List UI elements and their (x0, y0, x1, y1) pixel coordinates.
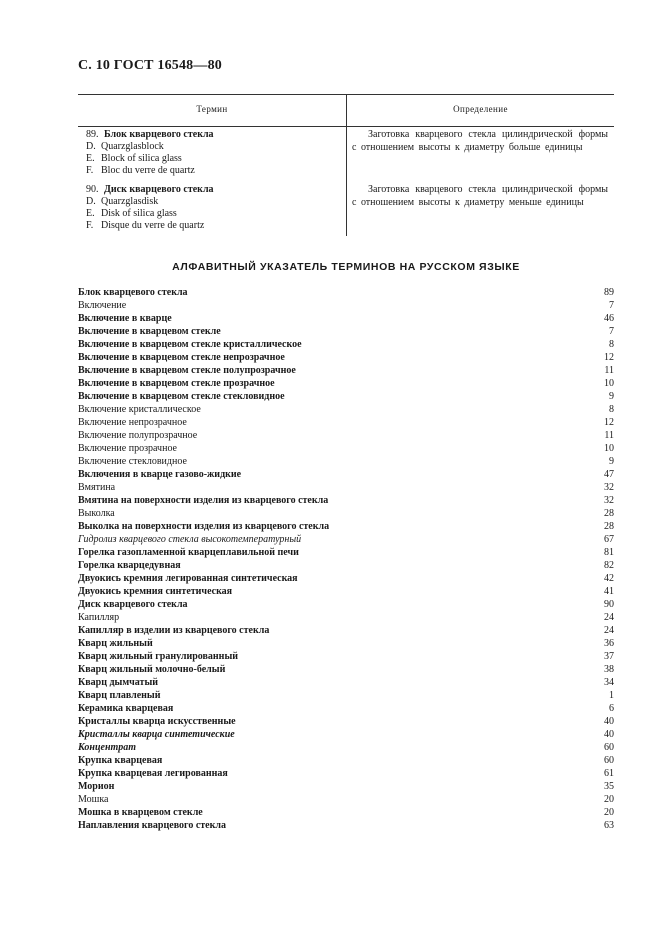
index-page-number: 10 (604, 443, 614, 454)
index-row (78, 676, 614, 689)
index-row (78, 494, 614, 507)
index-row (78, 650, 614, 663)
index-row (78, 325, 614, 338)
term-fr-text: Disque du verre de quartz (101, 220, 205, 231)
index-term: Мошка (78, 794, 109, 805)
lang-code-de: D. (86, 196, 96, 207)
definition-89: Заготовка кварцевого стекла цилиндрической формы с отношением высоты к диаметру больше единицы (352, 129, 608, 153)
index-term: Гидролиз кварцевого стекла высокотемпературный (78, 534, 302, 545)
index-term: Включение стекловидное (78, 456, 187, 467)
index-term: Включение в кварце (78, 313, 172, 324)
lang-code-en: E. (86, 208, 95, 219)
index-row (78, 637, 614, 650)
term-ru-text: Диск кварцевого стекла (104, 184, 214, 195)
table-column-divider (346, 94, 347, 236)
column-header-term: Термин (196, 104, 228, 114)
term-en (86, 153, 214, 165)
index-term: Кварц жильный молочно-белый (78, 664, 226, 675)
term-en (86, 208, 214, 220)
index-row (78, 468, 614, 481)
definition-90: Заготовка кварцевого стекла цилиндрической формы с отношением высоты к диаметру меньше единицы (352, 184, 608, 208)
index-page-number: 6 (609, 703, 614, 714)
term-entry-89 (86, 129, 214, 177)
index-row (78, 416, 614, 429)
index-term: Кристаллы кварца искусственные (78, 716, 236, 727)
index-term: Включение непрозрачное (78, 417, 187, 428)
lang-code-fr: F. (86, 165, 94, 176)
term-entry-90 (86, 184, 214, 232)
index-term: Двуокись кремния синтетическая (78, 586, 233, 597)
index-page-number: 32 (604, 482, 614, 493)
index-row (78, 481, 614, 494)
index-term: Кварц жильный гранулированный (78, 651, 239, 662)
index-term: Крупка кварцевая легированная (78, 768, 228, 779)
index-term: Выколка на поверхности изделия из кварцевого стекла (78, 521, 330, 532)
index-row (78, 377, 614, 390)
index-page-number: 24 (604, 625, 614, 636)
index-page-number: 40 (604, 729, 614, 740)
index-page-number: 36 (604, 638, 614, 649)
index-row (78, 741, 614, 754)
index-row (78, 507, 614, 520)
index-term: Концентрат (78, 742, 137, 753)
term-de-text: Quarzglasdisk (101, 196, 159, 207)
index-page-number: 89 (604, 287, 614, 298)
index-page-number: 24 (604, 612, 614, 623)
index-page-number: 20 (604, 794, 614, 805)
index-row (78, 286, 614, 299)
index-page-number: 60 (604, 755, 614, 766)
index-page-number: 63 (604, 820, 614, 831)
term-ru (86, 184, 214, 196)
index-term: Выколка (78, 508, 115, 519)
index-page-number: 12 (604, 352, 614, 363)
index-row (78, 819, 614, 832)
index-term: Включение в кварцевом стекле (78, 326, 221, 337)
index-page-number: 42 (604, 573, 614, 584)
index-page-number: 8 (609, 339, 614, 350)
index-page-number: 20 (604, 807, 614, 818)
column-header-definition: Определение (453, 104, 508, 114)
index-page-number: 9 (609, 391, 614, 402)
index-row (78, 585, 614, 598)
index-page-number: 37 (604, 651, 614, 662)
index-page-number: 61 (604, 768, 614, 779)
index-row (78, 598, 614, 611)
page-header: С. 10 ГОСТ 16548—80 (78, 58, 222, 73)
index-page-number: 60 (604, 742, 614, 753)
index-term: Блок кварцевого стекла (78, 287, 188, 298)
index-row (78, 299, 614, 312)
index-term: Включение (78, 300, 127, 311)
index-page-number: 28 (604, 521, 614, 532)
index-page-number: 32 (604, 495, 614, 506)
term-de-text: Quarzglasblock (101, 141, 164, 152)
index-term: Включение в кварцевом стекле кристаллическое (78, 339, 302, 350)
index-page-number: 9 (609, 456, 614, 467)
index-row (78, 351, 614, 364)
index-page-number: 10 (604, 378, 614, 389)
index-row (78, 546, 614, 559)
index-page-number: 38 (604, 664, 614, 675)
index-term: Керамика кварцевая (78, 703, 174, 714)
index-page-number: 67 (604, 534, 614, 545)
index-row (78, 429, 614, 442)
index-term: Кварц плавленый (78, 690, 161, 701)
index-page-number: 47 (604, 469, 614, 480)
index-page-number: 8 (609, 404, 614, 415)
index-row (78, 312, 614, 325)
index-page-number: 82 (604, 560, 614, 571)
term-en-text: Disk of silica glass (101, 208, 177, 219)
term-fr (86, 220, 214, 232)
term-en-text: Block of silica glass (101, 153, 182, 164)
lang-code-en: E. (86, 153, 95, 164)
term-fr-text: Bloc du verre de quartz (101, 165, 195, 176)
index-term: Крупка кварцевая (78, 755, 163, 766)
index-term: Горелка кварцедувная (78, 560, 181, 571)
term-de (86, 196, 214, 208)
index-term: Вмятина (78, 482, 116, 493)
index-term: Капилляр (78, 612, 120, 623)
index-term: Наплавления кварцевого стекла (78, 820, 226, 831)
index-row (78, 520, 614, 533)
index-page-number: 90 (604, 599, 614, 610)
index-row (78, 793, 614, 806)
index-page-number: 11 (604, 365, 614, 376)
index-row (78, 442, 614, 455)
index-page-number: 34 (604, 677, 614, 688)
index-row (78, 611, 614, 624)
index-row (78, 663, 614, 676)
index-term: Включения в кварце газово-жидкие (78, 469, 242, 480)
index-term: Включение полупрозрачное (78, 430, 198, 441)
index-term: Морион (78, 781, 115, 792)
index-term: Включение в кварцевом стекле полупрозрачное (78, 365, 296, 376)
index-term: Кристаллы кварца синтетические (78, 729, 235, 740)
term-ru-text: Блок кварцевого стекла (104, 129, 214, 140)
index-term: Капилляр в изделии из кварцевого стекла (78, 625, 270, 636)
index-row (78, 689, 614, 702)
index-row (78, 754, 614, 767)
index-page-number: 28 (604, 508, 614, 519)
index-term: Диск кварцевого стекла (78, 599, 188, 610)
index-row (78, 559, 614, 572)
index-term: Включение прозрачное (78, 443, 177, 454)
index-page-number: 11 (604, 430, 614, 441)
index-row (78, 403, 614, 416)
index-term: Включение в кварцевом стекле непрозрачное (78, 352, 285, 363)
index-row (78, 533, 614, 546)
index-title: АЛФАВИТНЫЙ УКАЗАТЕЛЬ ТЕРМИНОВ НА РУССКОМ ЯЗЫКЕ (172, 261, 520, 273)
index-term: Кварц дымчатый (78, 677, 159, 688)
index-row (78, 572, 614, 585)
index-row (78, 455, 614, 468)
index-term: Горелка газопламенной кварцеплавильной печи (78, 547, 299, 558)
index-term: Включение в кварцевом стекле стекловидное (78, 391, 285, 402)
index-page-number: 7 (609, 300, 614, 311)
index-page-number: 46 (604, 313, 614, 324)
lang-code-de: D. (86, 141, 96, 152)
index-row (78, 390, 614, 403)
index-page-number: 35 (604, 781, 614, 792)
index-term: Кварц жильный (78, 638, 153, 649)
index-row (78, 806, 614, 819)
index-row (78, 364, 614, 377)
index-row (78, 780, 614, 793)
index-row (78, 338, 614, 351)
terms-table (78, 94, 614, 236)
index-term: Вмятина на поверхности изделия из кварцевого стекла (78, 495, 329, 506)
index-page-number: 41 (604, 586, 614, 597)
index-term: Мошка в кварцевом стекле (78, 807, 203, 818)
term-ru (86, 129, 214, 141)
index-row (78, 728, 614, 741)
index-row (78, 767, 614, 780)
term-fr (86, 165, 214, 177)
index-row (78, 624, 614, 637)
index-row (78, 715, 614, 728)
index-page-number: 12 (604, 417, 614, 428)
index-page-number: 81 (604, 547, 614, 558)
index-term: Двуокись кремния легированная синтетическая (78, 573, 298, 584)
term-de (86, 141, 214, 153)
term-number: 89. (86, 129, 99, 140)
index-page-number: 7 (609, 326, 614, 337)
index-term: Включение в кварцевом стекле прозрачное (78, 378, 275, 389)
term-number: 90. (86, 184, 99, 195)
index-page-number: 1 (609, 690, 614, 701)
index-page-number: 40 (604, 716, 614, 727)
index-row (78, 702, 614, 715)
index-list (78, 286, 614, 832)
lang-code-fr: F. (86, 220, 94, 231)
index-term: Включение кристаллическое (78, 404, 201, 415)
